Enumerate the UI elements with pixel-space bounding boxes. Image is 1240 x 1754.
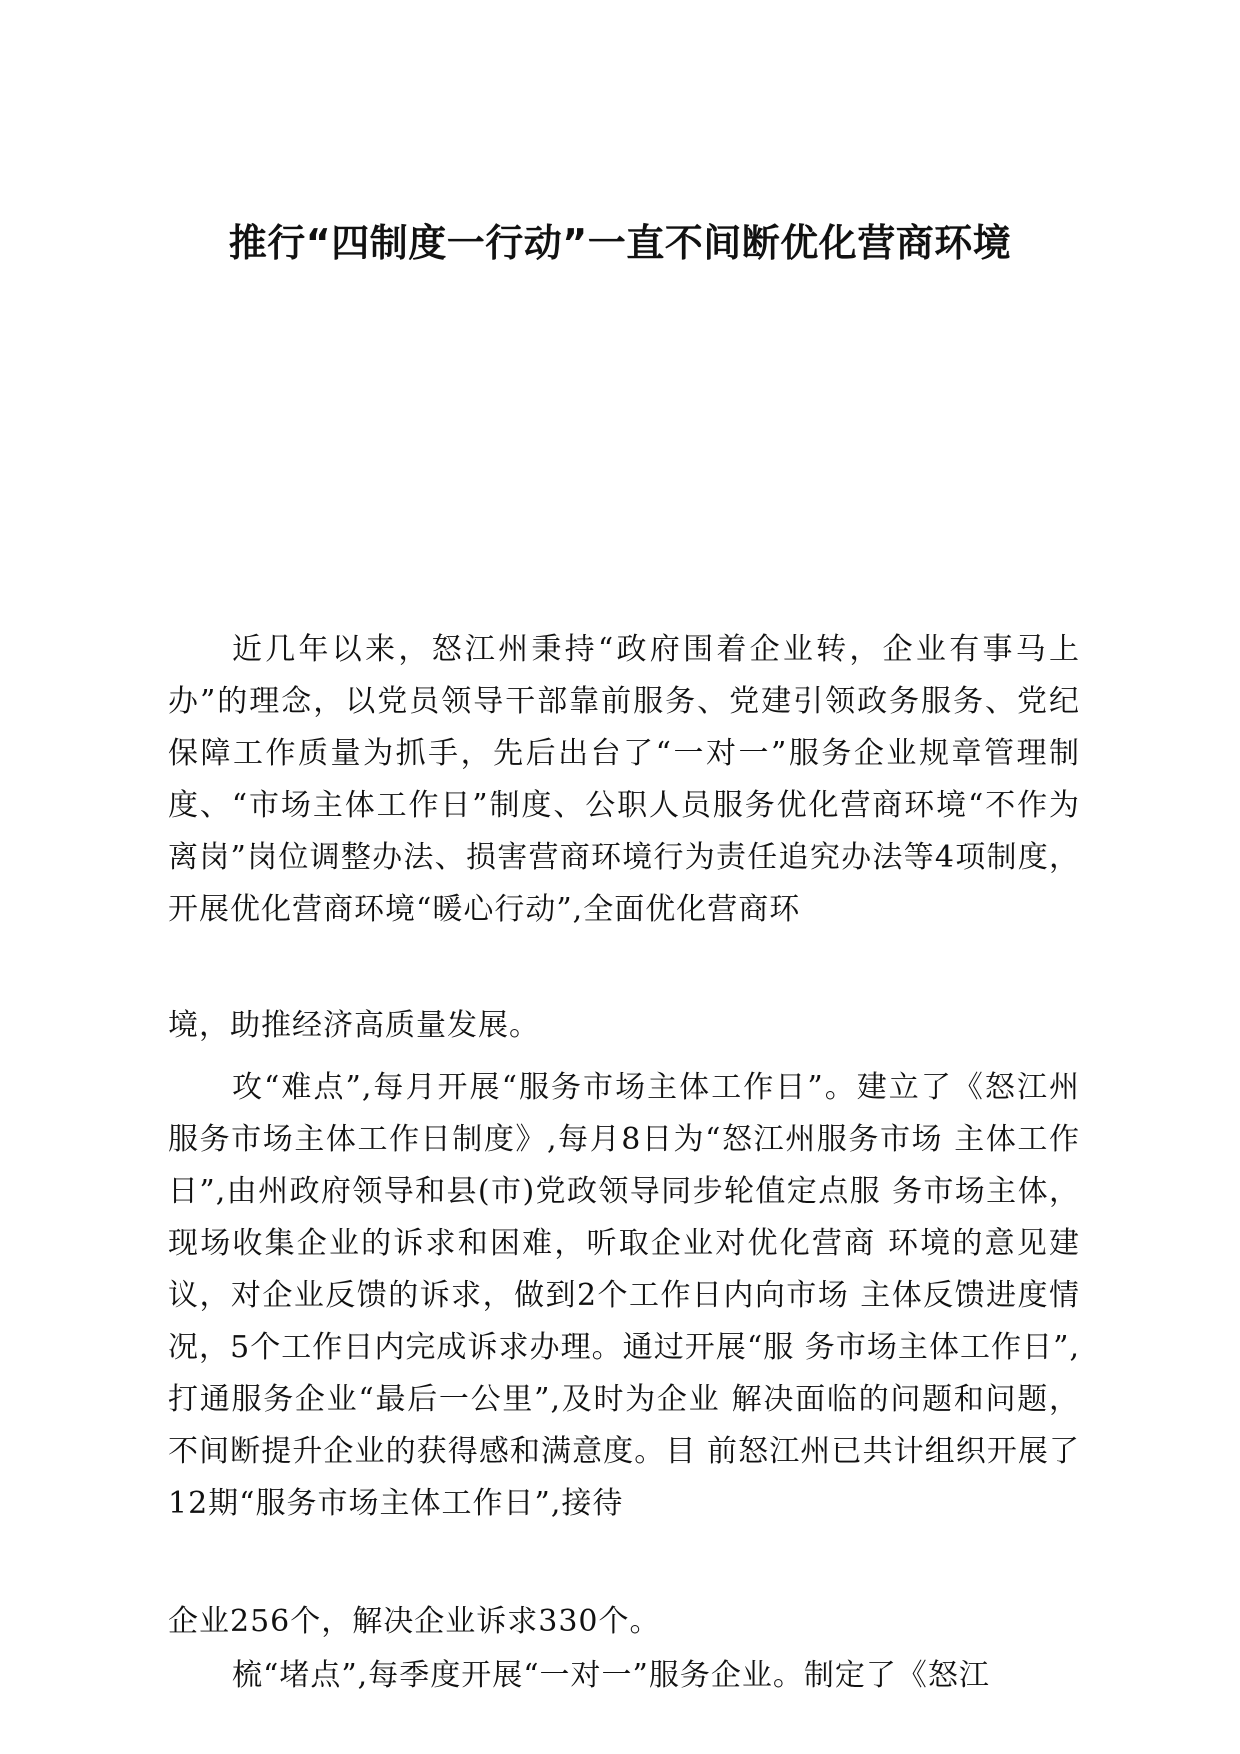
- document-title: 推行“四制度一行动”一直不间断优化营商环境: [228, 221, 1012, 265]
- paragraph-bottleneck: 梳“堵点”,每季度开展“一对一”服务企业。制定了《怒江: [232, 1658, 990, 1693]
- paragraph-difficulty: 攻“难点”,每月开展“服务市场主体工作日”。建立了《怒江州服务市场主体工作日制度》,每月8日为“怒江州服务市场 主体工作日”,由州政府领导和县(市)党政领导同步轮值定点服 务市场主体，现场收集企业的诉求和困难，听取企业对优化营商 环境的意见建议，对企业反馈的诉求，做到2个工作日内向市场 主体反馈进度情况，5个工作日内完成诉求办理。通过开展“服 务市场主体工作日”,打通服务企业“最后一公里”,及时为企业 解决面临的问题和问题，不间断提升企业的获得感和满意度。目 前怒江州已共计组织开展了12期“服务市场主体工作日”,接待: [168, 1070, 1080, 1521]
- paragraph-intro-continuation: 境，助推经济高质量发展。: [168, 1008, 540, 1043]
- paragraph-difficulty-continuation: 企业256个，解决企业诉求330个。: [168, 1604, 661, 1639]
- paragraph-intro: 近几年以来，怒江州秉持“政府围着企业转，企业有事马上办”的理念，以党员领导干部靠前服务、党建引领政务服务、党纪保障工作质量为抓手，先后出台了“一对一”服务企业规章管理制度、“市场主体工作日”制度、公职人员服务优化营商环境“不作为离岗”岗位调整办法、损害营商环境行为责任追究办法等4项制度，开展优化营商环境“暖心行动”,全面优化营商环: [168, 632, 1080, 927]
